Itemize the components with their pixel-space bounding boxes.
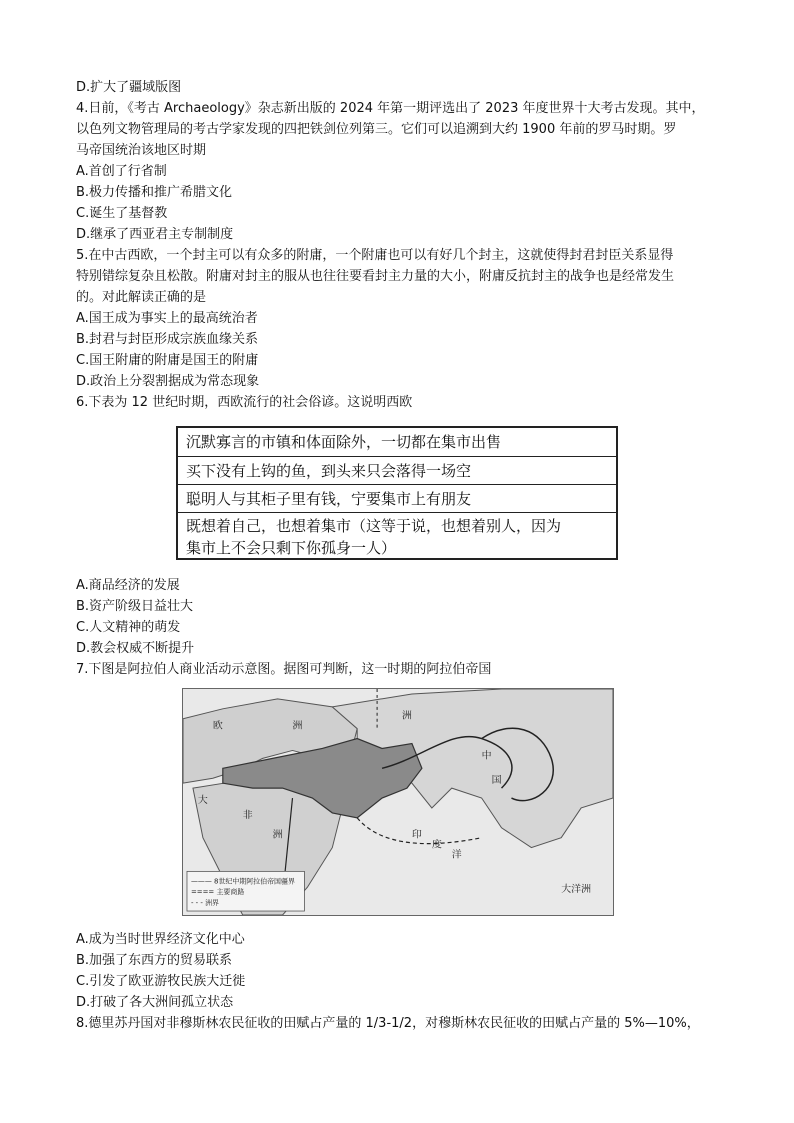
table-cell: 既想着自己，也想着集市（这等于说，也想着别人，因为 (186, 517, 562, 535)
q4-stem-line-2: 以色列文物管理局的考古学家发现的四把铁剑位列第三。它们可以追溯到大约 1900 年前的罗马时期。罗 (76, 122, 677, 137)
q6-option-b: B.资产阶级日益壮大 (76, 599, 194, 614)
q7-option-a: A.成为当时世界经济文化中心 (76, 932, 245, 947)
map-label-africa-b: 洲 (272, 829, 283, 841)
map-label-asia: 洲 (401, 710, 412, 722)
legend-item: - - - 洲界 (190, 899, 220, 908)
q5-stem-line-2: 特别错综复杂且松散。附庸对封主的服从也往往要看封主力量的大小，附庸反抗封主的战争也是经常发生 (76, 269, 675, 284)
q5-option-b: B.封君与封臣形成宗族血缘关系 (76, 332, 259, 347)
q4-stem-line-1: 4.日前，《考古 Archaeology》杂志新出版的 2024 年第一期评选出了 2023 年度世界十大考古发现。其中， (76, 101, 705, 116)
q5-option-d: D.政治上分裂割据成为常态现象 (76, 374, 260, 389)
map-label-pacific: 大洋洲 (561, 884, 592, 896)
table-row (178, 512, 616, 560)
q4-option-c: C.诞生了基督教 (76, 206, 168, 221)
q5-option-a: A.国王成为事实上的最高统治者 (76, 311, 258, 326)
map-label-ocean-c: 洋 (451, 849, 462, 861)
q3-option-d: D.扩大了疆域版图 (76, 80, 182, 95)
map-label-ocean-a: 印 (411, 829, 422, 841)
q5-stem-line-1: 5.在中古西欧，一个封主可以有众多的附庸，一个附庸也可以有好几个封主，这就使得封君封臣关系显得 (76, 248, 674, 263)
legend-item: ——— 8世纪中期阿拉伯帝国疆界 (190, 877, 295, 886)
legend-item: ==== 主要商路 (190, 888, 245, 897)
map-label-china: 中 (481, 750, 492, 762)
q5-stem-line-3: 的。对此解读正确的是 (76, 290, 207, 305)
q4-option-a: A.首创了行省制 (76, 164, 167, 179)
proverb-table (176, 426, 618, 560)
q7-option-c: C.引发了欧亚游牧民族大迁徙 (76, 974, 246, 989)
q6-option-c: C.人文精神的萌发 (76, 620, 181, 635)
table-cell: 集市上不会只剩下你孤身一人） (186, 539, 397, 557)
table-cell: 聪明人与其柜子里有钱，宁要集市上有朋友 (186, 490, 472, 508)
q7-option-b: B.加强了东西方的贸易联系 (76, 953, 233, 968)
q7-option-d: D.打破了各大洲间孤立状态 (76, 995, 234, 1010)
map-svg (183, 689, 613, 915)
q4-stem-line-3: 马帝国统治该地区时期 (76, 143, 207, 158)
q4-option-b: B.极力传播和推广希腊文化 (76, 185, 233, 200)
map-label-europe-a: 欧 (212, 720, 223, 732)
map-label-atlantic: 大 (197, 795, 208, 806)
arab-trade-map (182, 688, 614, 916)
q6-option-a: A.商品经济的发展 (76, 578, 180, 593)
table-row (178, 456, 616, 484)
q8-stem: 8.德里苏丹国对非穆斯林农民征收的田赋占产量的 1/3-1/2，对穆斯林农民征收的田赋占产量的 5%—10%， (76, 1016, 700, 1031)
map-label-europe-b: 洲 (292, 720, 303, 732)
q6-option-d: D.教会权威不断提升 (76, 641, 195, 656)
table-row (178, 428, 616, 456)
table-row (178, 484, 616, 512)
table-cell: 买下没有上钩的鱼，到头来只会落得一场空 (186, 462, 472, 480)
map-label-ocean-b: 度 (431, 839, 442, 851)
map-label-guo: 国 (491, 775, 502, 787)
q6-stem: 6.下表为 12 世纪时期，西欧流行的社会俗谚。这说明西欧 (76, 395, 413, 410)
map-label-africa-a: 非 (242, 809, 253, 821)
q7-stem: 7.下图是阿拉伯人商业活动示意图。据图可判断，这一时期的阿拉伯帝国 (76, 662, 492, 677)
table-cell: 沉默寡言的市镇和体面除外，一切都在集市出售 (186, 433, 502, 451)
q4-option-d: D.继承了西亚君主专制制度 (76, 227, 234, 242)
q5-option-c: C.国王附庸的附庸是国王的附庸 (76, 353, 259, 368)
